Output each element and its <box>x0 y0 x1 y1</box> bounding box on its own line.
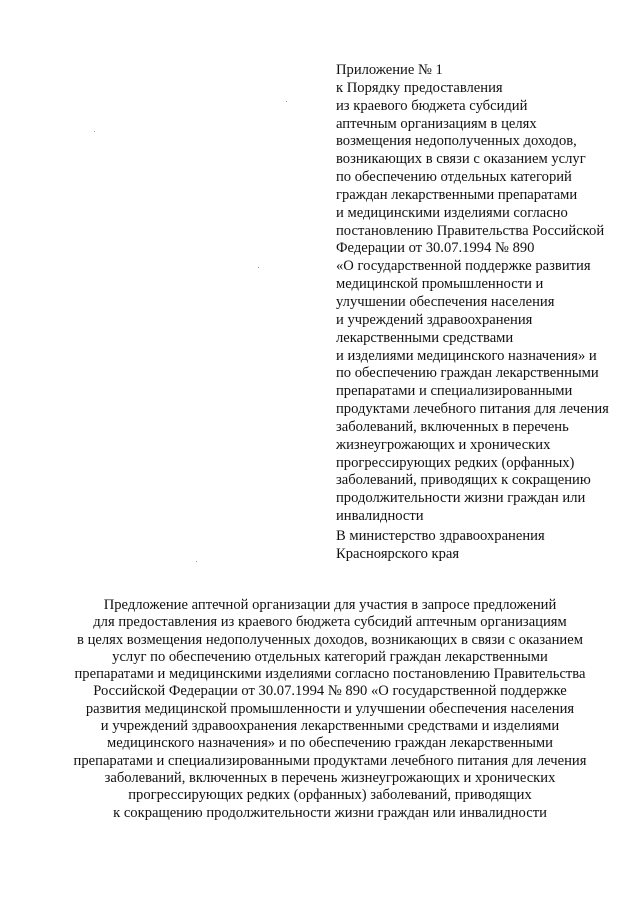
appendix-line: аптечным организациям в целях <box>336 115 537 132</box>
scan-speck <box>286 101 287 102</box>
appendix-line: продуктами лечебного питания для лечения <box>336 401 609 418</box>
proposal-title-line: к сокращению продолжительности жизни граждан или инвалидности <box>113 804 547 821</box>
proposal-title-line: препаратами и специализированными продуктами лечебного питания для лечения <box>73 752 587 769</box>
appendix-line: прогрессирующих редких (орфанных) <box>336 454 575 471</box>
appendix-line: возмещения недополученных доходов, <box>336 133 577 150</box>
appendix-header <box>336 62 626 526</box>
appendix-line: инвалидности <box>336 508 424 525</box>
proposal-title-line: для предоставления из краевого бюджета субсидий аптечным организациям <box>93 614 567 631</box>
proposal-title-line: заболеваний, включенных в перечень жизнеугрожающих и хронических <box>104 769 556 786</box>
scan-speck <box>258 267 259 268</box>
appendix-line: Федерации от 30.07.1994 № 890 <box>336 240 535 257</box>
scan-speck <box>196 561 197 562</box>
appendix-line: возникающих в связи с оказанием услуг <box>336 151 586 168</box>
appendix-line: и учреждений здравоохранения <box>336 311 533 328</box>
appendix-line: медицинской промышленности и <box>336 276 544 293</box>
appendix-line: продолжительности жизни граждан или <box>336 490 586 507</box>
appendix-line: лекарственными средствами <box>336 329 514 346</box>
appendix-line: постановлению Правительства Российской <box>336 222 605 239</box>
proposal-title <box>40 597 620 822</box>
proposal-title-line: и учреждений здравоохранения лекарственными средствами и изделиями <box>100 718 560 735</box>
appendix-line: к Порядку предоставления <box>336 79 503 96</box>
proposal-title-line: Предложение аптечной организации для участия в запросе предложений <box>103 597 557 613</box>
appendix-line: жизнеугрожающих и хронических <box>336 436 551 453</box>
appendix-line: и изделиями медицинского назначения» и <box>336 347 597 364</box>
appendix-line: «О государственной поддержке развития <box>336 258 591 275</box>
proposal-title-line: медицинского назначения» и по обеспечению граждан лекарственными <box>107 735 553 752</box>
addressee-line: В министерство здравоохранения <box>336 528 545 544</box>
proposal-title-line: препаратами и медицинскими изделиями согласно постановлению Правительства <box>74 666 586 683</box>
appendix-title: Приложение № 1 <box>336 62 443 78</box>
appendix-line: из краевого бюджета субсидий <box>336 97 528 114</box>
appendix-line: и медицинскими изделиями согласно <box>336 204 568 221</box>
appendix-line: по обеспечению граждан лекарственными <box>336 365 599 382</box>
appendix-line: препаратами и специализированными <box>336 383 573 400</box>
addressee-line: Красноярского края <box>336 545 460 562</box>
appendix-line: граждан лекарственными препаратами <box>336 186 578 203</box>
proposal-title-line: развития медицинской промышленности и улучшении обеспечения населения <box>85 700 575 717</box>
proposal-title-line: прогрессирующих редких (орфанных) заболеваний, приводящих <box>128 787 532 804</box>
appendix-line: по обеспечению отдельных категорий <box>336 169 572 186</box>
appendix-line: заболеваний, приводящих к сокращению <box>336 472 591 489</box>
appendix-line: заболеваний, включенных в перечень <box>336 418 569 435</box>
proposal-title-line: в целях возмещения недополученных доходов, возникающих в связи с оказанием <box>77 631 583 648</box>
proposal-title-line: Российской Федерации от 30.07.1994 № 890 «О государственной поддержке <box>93 683 567 700</box>
scan-speck <box>94 131 95 132</box>
appendix-line: улучшении обеспечения населения <box>336 293 555 310</box>
proposal-title-line: услуг по обеспечению отдельных категорий граждан лекарственными <box>112 648 548 665</box>
addressee <box>336 528 626 564</box>
